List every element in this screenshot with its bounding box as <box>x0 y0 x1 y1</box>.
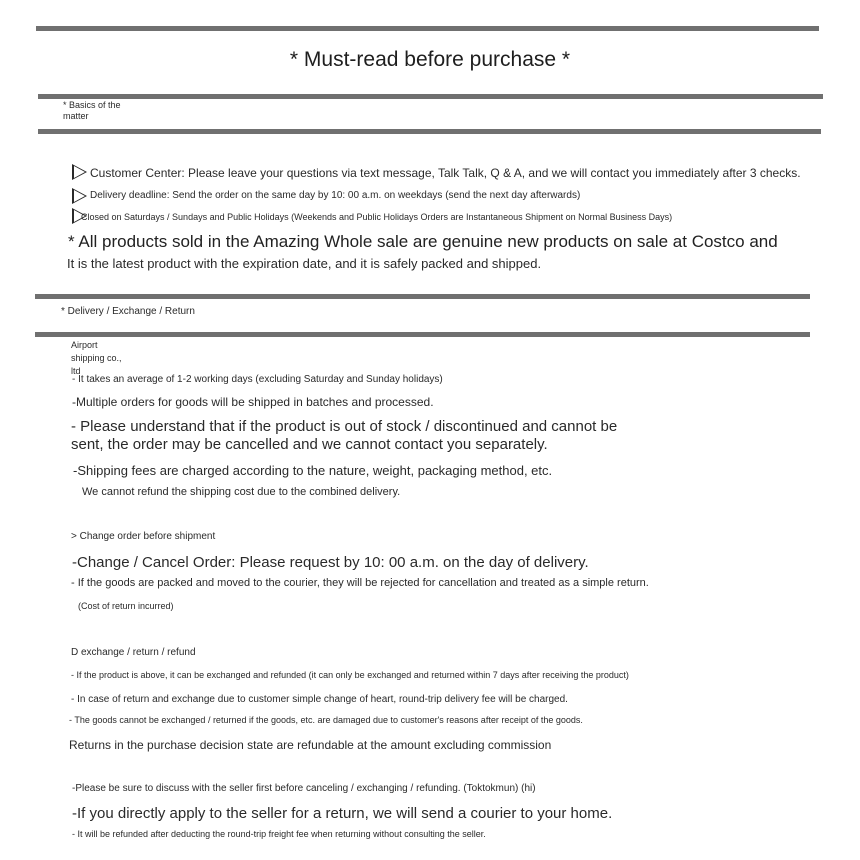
delivery-top-rule <box>35 294 810 299</box>
delivery-line: - It takes an average of 1-2 working days (excluding Saturday and Sunday holidays) <box>72 374 443 385</box>
top-rule <box>36 26 819 31</box>
delivery-bottom-rule <box>35 332 810 337</box>
exchange-line: - It will be refunded after deducting the round-trip freight fee when returning without consulting the seller. <box>72 829 486 839</box>
delivery-section-label: * Delivery / Exchange / Return <box>61 306 195 317</box>
change-line: -Change / Cancel Order: Please request by 10: 00 a.m. on the day of delivery. <box>72 554 589 571</box>
delivery-line: sent, the order may be cancelled and we cannot contact you separately. <box>71 436 548 453</box>
delivery-line: - Please understand that if the product is out of stock / discontinued and cannot be <box>71 418 618 435</box>
exchange-line: - The goods cannot be exchanged / returned if the goods, etc. are damaged due to customer's reasons after receipt of the goods. <box>69 715 583 725</box>
title-bottom-rule <box>38 94 823 99</box>
delivery-line: -Multiple orders for goods will be shipped in batches and processed. <box>72 395 434 409</box>
change-line: (Cost of return incurred) <box>78 601 174 611</box>
exchange-line: - If the product is above, it can be exchanged and refunded (it can only be exchanged and returned within 7 days after receiving the product) <box>71 670 629 680</box>
triangle-bullet-icon <box>72 164 87 180</box>
change-before-shipment-label: > Change order before shipment <box>71 531 216 542</box>
customer-center-text: Customer Center: Please leave your questions via text message, Talk Talk, Q & A, and we will contact you immediately after 3 checks. <box>90 166 801 180</box>
delivery-line: We cannot refund the shipping cost due to the combined delivery. <box>82 486 401 498</box>
exchange-section-label: D exchange / return / refund <box>71 647 196 658</box>
genuine-products-notice: * All products sold in the Amazing Whole sale are genuine new products on sale at Costco and <box>68 232 778 251</box>
exchange-line: Returns in the purchase decision state are refundable at the amount excluding commission <box>69 738 552 752</box>
triangle-bullet-icon <box>72 188 87 204</box>
exchange-line: -If you directly apply to the seller for a return, we will send a courier to your home. <box>72 805 613 822</box>
basics-bottom-rule <box>38 129 821 134</box>
delivery-line: -Shipping fees are charged according to the nature, weight, packaging method, etc. <box>73 463 553 478</box>
expiration-notice: It is the latest product with the expiration date, and it is safely packed and shipped. <box>67 256 542 271</box>
basics-section-label: * Basics of the matter <box>63 100 121 121</box>
exchange-line: -Please be sure to discuss with the seller first before canceling / exchanging / refunding. (Toktokmun) (hi) <box>72 783 536 794</box>
delivery-deadline-text: Delivery deadline: Send the order on the same day by 10: 00 a.m. on weekdays (send the next day afterwards) <box>90 190 581 201</box>
exchange-line: - In case of return and exchange due to customer simple change of heart, round-trip delivery fee will be charged. <box>71 694 568 705</box>
change-line: - If the goods are packed and moved to the courier, they will be rejected for cancellation and treated as a simple return. <box>71 577 649 589</box>
carrier-name: Airport shipping co., ltd <box>71 340 122 376</box>
closed-days-text: Closed on Saturdays / Sundays and Public Holidays (Weekends and Public Holidays Orders are Instantaneous Shipment on Normal Business Days) <box>81 212 673 222</box>
page-title: * Must-read before purchase * <box>289 48 571 71</box>
